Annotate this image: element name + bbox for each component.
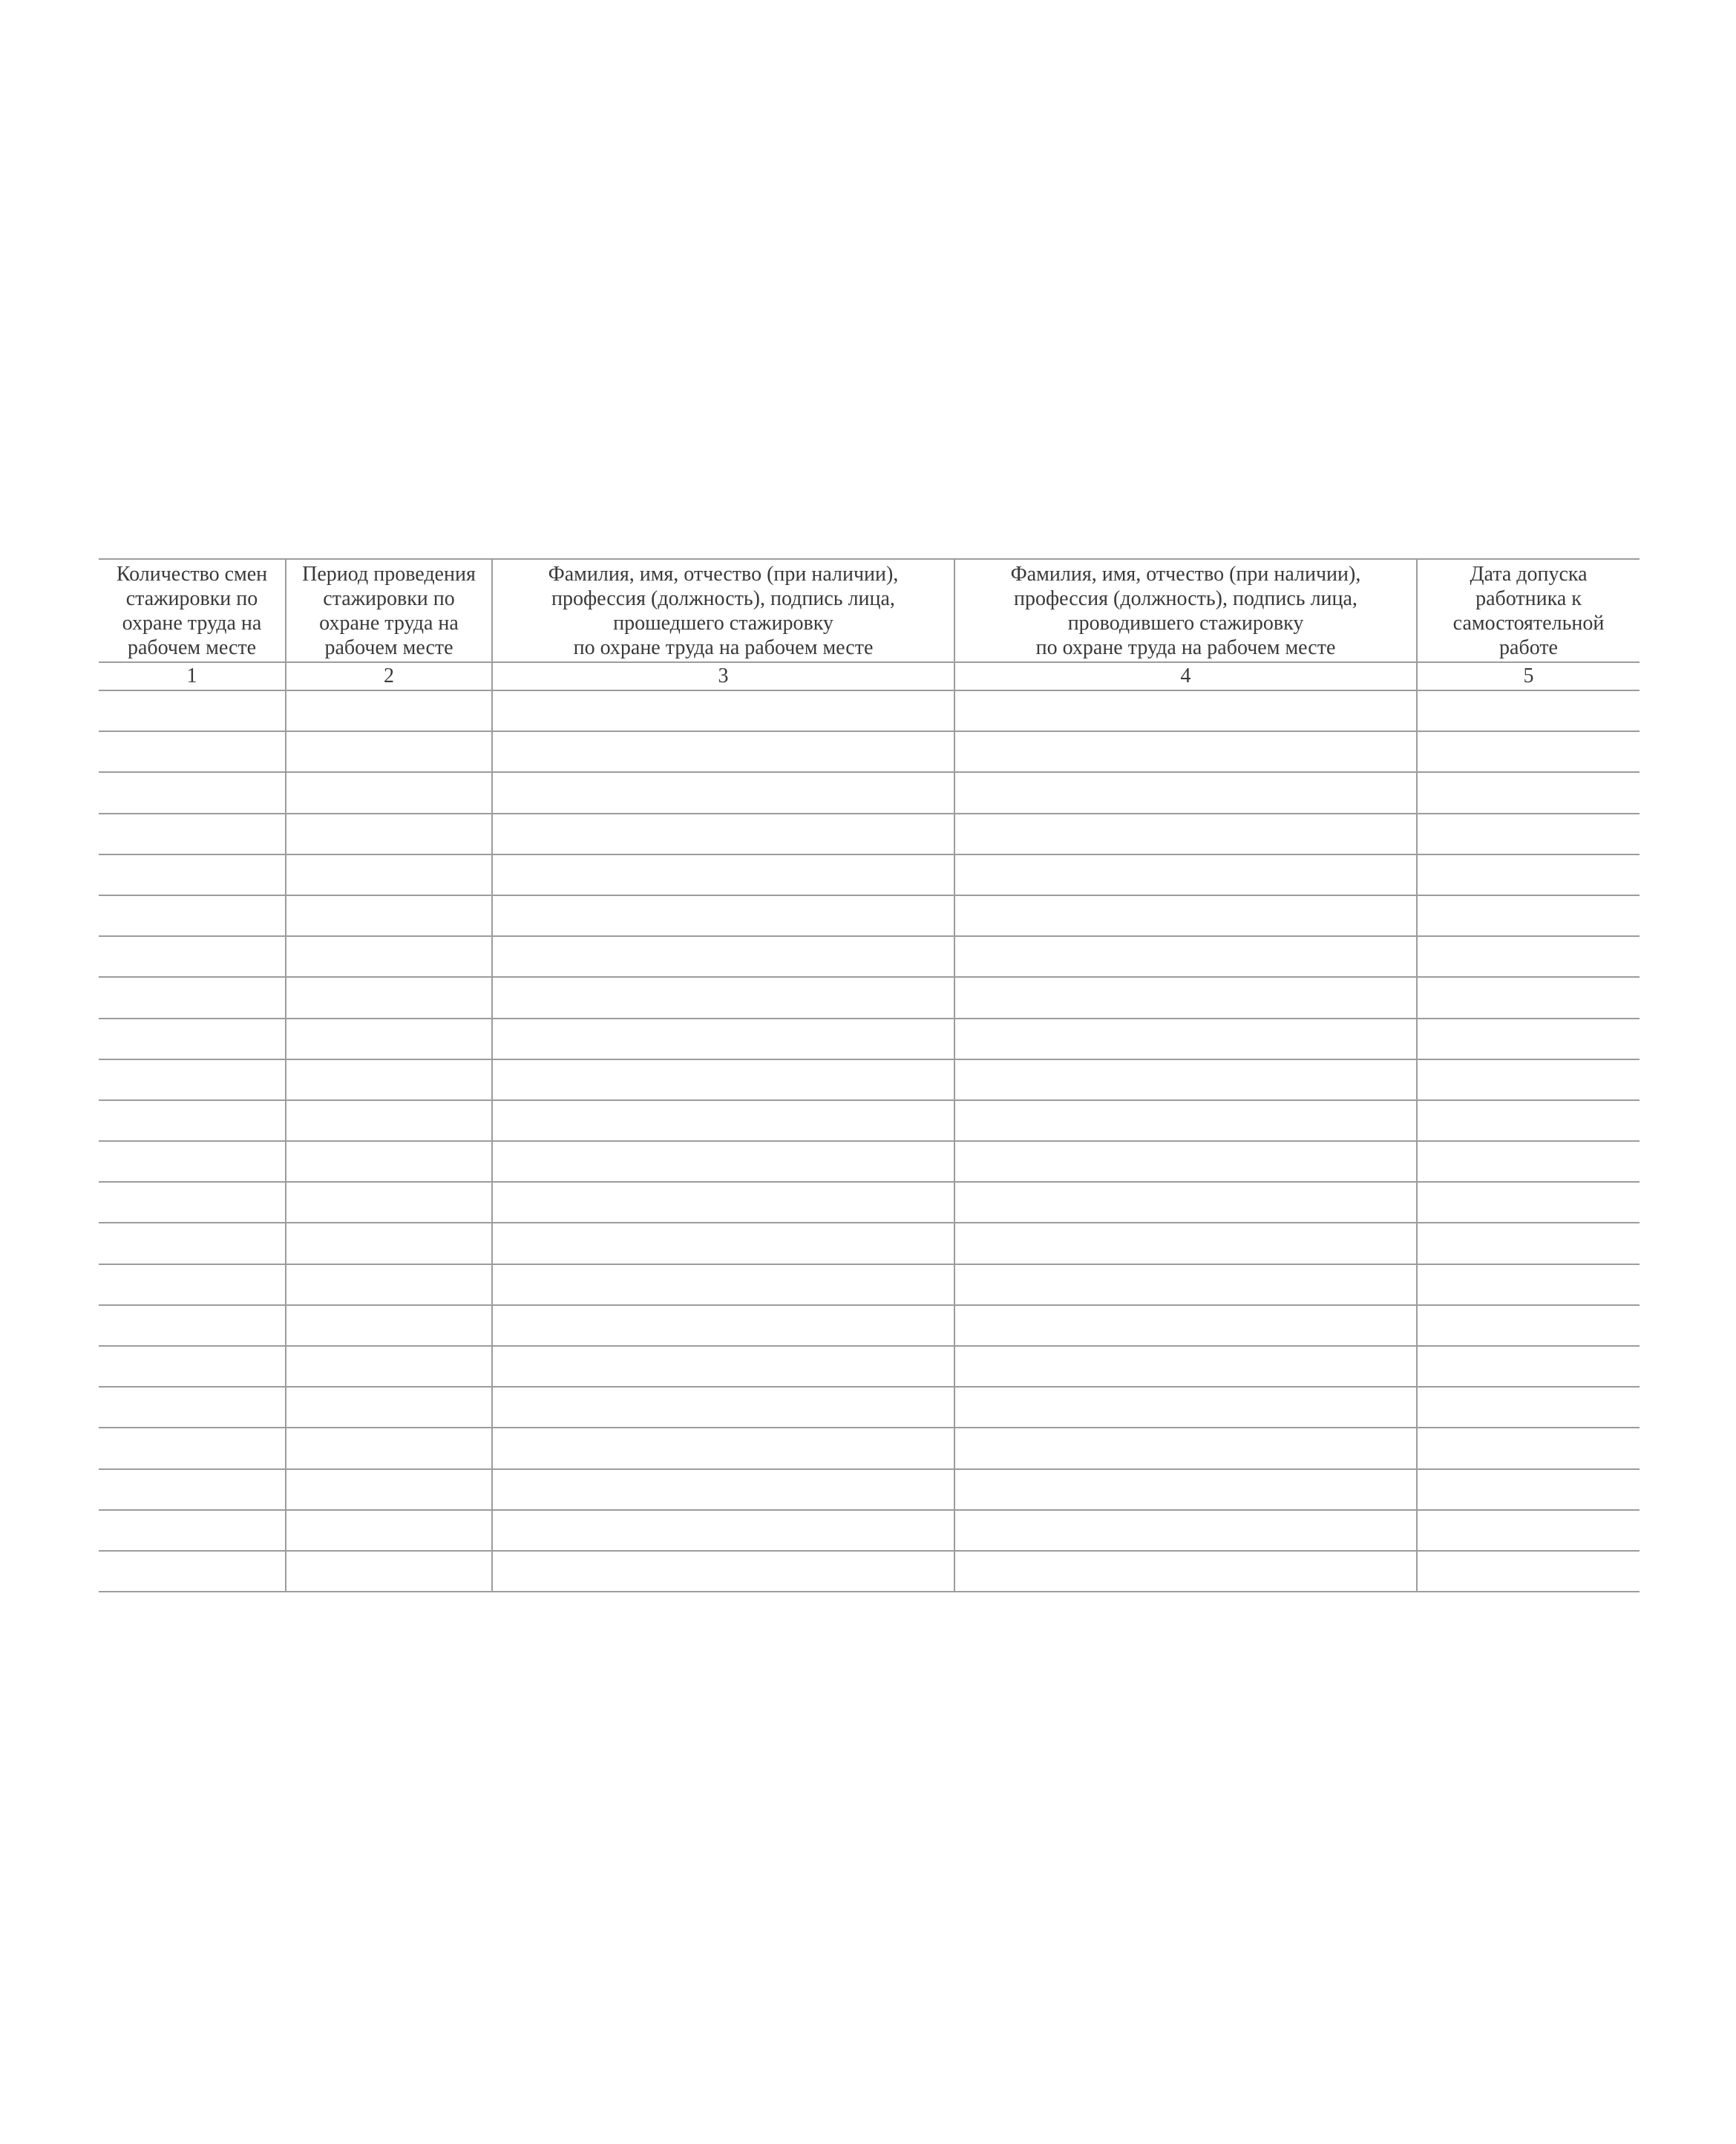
table-cell [286,1510,492,1551]
table-row [99,1551,1640,1592]
table-cell [492,1019,954,1059]
header-period: Период проведения стажировки по охране труда на рабочем месте [286,559,492,662]
table-cell [99,772,286,813]
table-cell [492,1141,954,1182]
table-row [99,977,1640,1018]
table-cell [492,1469,954,1510]
table-cell [954,1019,1417,1059]
table-row [99,1387,1640,1428]
table-cell [286,854,492,895]
table-cell [1417,1387,1640,1428]
table-cell [99,895,286,936]
header-shift-count: Количество смен стажировки по охране труда на рабочем месте [99,559,286,662]
table-row [99,936,1640,977]
table-cell [492,1387,954,1428]
table-cell [1417,1510,1640,1551]
column-number: 5 [1417,662,1640,690]
table-cell [492,1059,954,1100]
table-cell [99,1059,286,1100]
table-cell [286,977,492,1018]
table-cell [954,854,1417,895]
table-row [99,1469,1640,1510]
table-cell [954,1305,1417,1346]
table-cell [99,1510,286,1551]
table-cell [99,1428,286,1468]
table-cell [1417,854,1640,895]
table-cell [954,1428,1417,1468]
table-cell [492,1305,954,1346]
table-row [99,854,1640,895]
table-cell [1417,1100,1640,1141]
table-cell [1417,977,1640,1018]
table-cell [954,977,1417,1018]
table-cell [1417,1469,1640,1510]
table-cell [954,814,1417,854]
table-cell [286,895,492,936]
table-row [99,1141,1640,1182]
table-cell [286,1019,492,1059]
table-cell [99,977,286,1018]
table-cell [286,1428,492,1468]
table-cell [954,1510,1417,1551]
table-row [99,1264,1640,1305]
header-admission-date: Дата допуска работника к самостоятельной работе [1417,559,1640,662]
table-cell [286,1100,492,1141]
table-cell [1417,1305,1640,1346]
table-cell [954,1223,1417,1264]
table-cell [286,690,492,731]
column-number: 3 [492,662,954,690]
table-cell [492,772,954,813]
table-cell [286,1346,492,1387]
header-instructor: Фамилия, имя, отчество (при наличии), профессия (должность), подпись лица, проводившего стажировку по охране труда на рабочем месте [954,559,1417,662]
table-cell [954,690,1417,731]
table-cell [99,1019,286,1059]
table-cell [286,1141,492,1182]
table-cell [492,977,954,1018]
table-cell [492,1551,954,1592]
table-cell [492,1264,954,1305]
table-cell [954,1182,1417,1223]
table-cell [492,814,954,854]
table-cell [99,936,286,977]
table-row [99,1019,1640,1059]
table-cell [99,1182,286,1223]
table-cell [99,854,286,895]
table-row [99,1182,1640,1223]
table-cell [954,772,1417,813]
table-cell [954,1346,1417,1387]
table-cell [954,1264,1417,1305]
journal-page [99,558,1640,1592]
table-cell [492,1100,954,1141]
table-cell [1417,772,1640,813]
table-cell [492,1346,954,1387]
column-number: 1 [99,662,286,690]
table-cell [492,1223,954,1264]
column-number: 2 [286,662,492,690]
table-cell [492,690,954,731]
table-cell [954,1141,1417,1182]
table-cell [492,1510,954,1551]
table-row [99,1223,1640,1264]
table-cell [286,1551,492,1592]
internship-journal-table [99,558,1640,1592]
table-cell [1417,814,1640,854]
table-row [99,1100,1640,1141]
table-cell [954,1059,1417,1100]
table-cell [492,854,954,895]
table-cell [954,1469,1417,1510]
table-cell [99,1346,286,1387]
table-cell [99,1264,286,1305]
table-cell [99,690,286,731]
table-cell [1417,1141,1640,1182]
table-cell [954,936,1417,977]
table-cell [99,1141,286,1182]
table-cell [492,731,954,772]
table-cell [99,1100,286,1141]
table-cell [99,1387,286,1428]
table-cell [99,1223,286,1264]
table-cell [99,1469,286,1510]
table-cell [492,1428,954,1468]
table-cell [492,1182,954,1223]
table-cell [286,814,492,854]
table-cell [286,731,492,772]
table-cell [1417,1551,1640,1592]
table-row [99,1346,1640,1387]
table-row [99,1428,1640,1468]
table-row [99,1059,1640,1100]
table-cell [286,1182,492,1223]
table-cell [286,772,492,813]
table-cell [492,936,954,977]
table-cell [99,1551,286,1592]
table-cell [286,1305,492,1346]
table-cell [1417,1182,1640,1223]
table-header-row [99,559,1640,662]
table-cell [954,731,1417,772]
table-body [99,690,1640,1592]
table-cell [99,731,286,772]
table-cell [1417,1019,1640,1059]
table-cell [954,1551,1417,1592]
table-cell [954,895,1417,936]
table-cell [1417,1428,1640,1468]
table-cell [1417,895,1640,936]
column-number: 4 [954,662,1417,690]
table-row [99,731,1640,772]
table-row [99,1305,1640,1346]
table-cell [492,895,954,936]
table-row [99,814,1640,854]
table-cell [1417,690,1640,731]
table-row [99,895,1640,936]
table-cell [286,936,492,977]
table-cell [286,1387,492,1428]
column-number-row [99,662,1640,690]
header-trainee: Фамилия, имя, отчество (при наличии), профессия (должность), подпись лица, прошедшего стажировку по охране труда на рабочем месте [492,559,954,662]
table-cell [954,1387,1417,1428]
table-cell [286,1223,492,1264]
table-cell [1417,936,1640,977]
table-row [99,690,1640,731]
table-cell [954,1100,1417,1141]
table-row [99,1510,1640,1551]
table-cell [1417,731,1640,772]
table-cell [1417,1264,1640,1305]
table-cell [1417,1223,1640,1264]
table-cell [99,1305,286,1346]
table-cell [1417,1059,1640,1100]
table-cell [1417,1346,1640,1387]
table-cell [286,1469,492,1510]
table-row [99,772,1640,813]
table-cell [99,814,286,854]
table-cell [286,1059,492,1100]
table-cell [286,1264,492,1305]
